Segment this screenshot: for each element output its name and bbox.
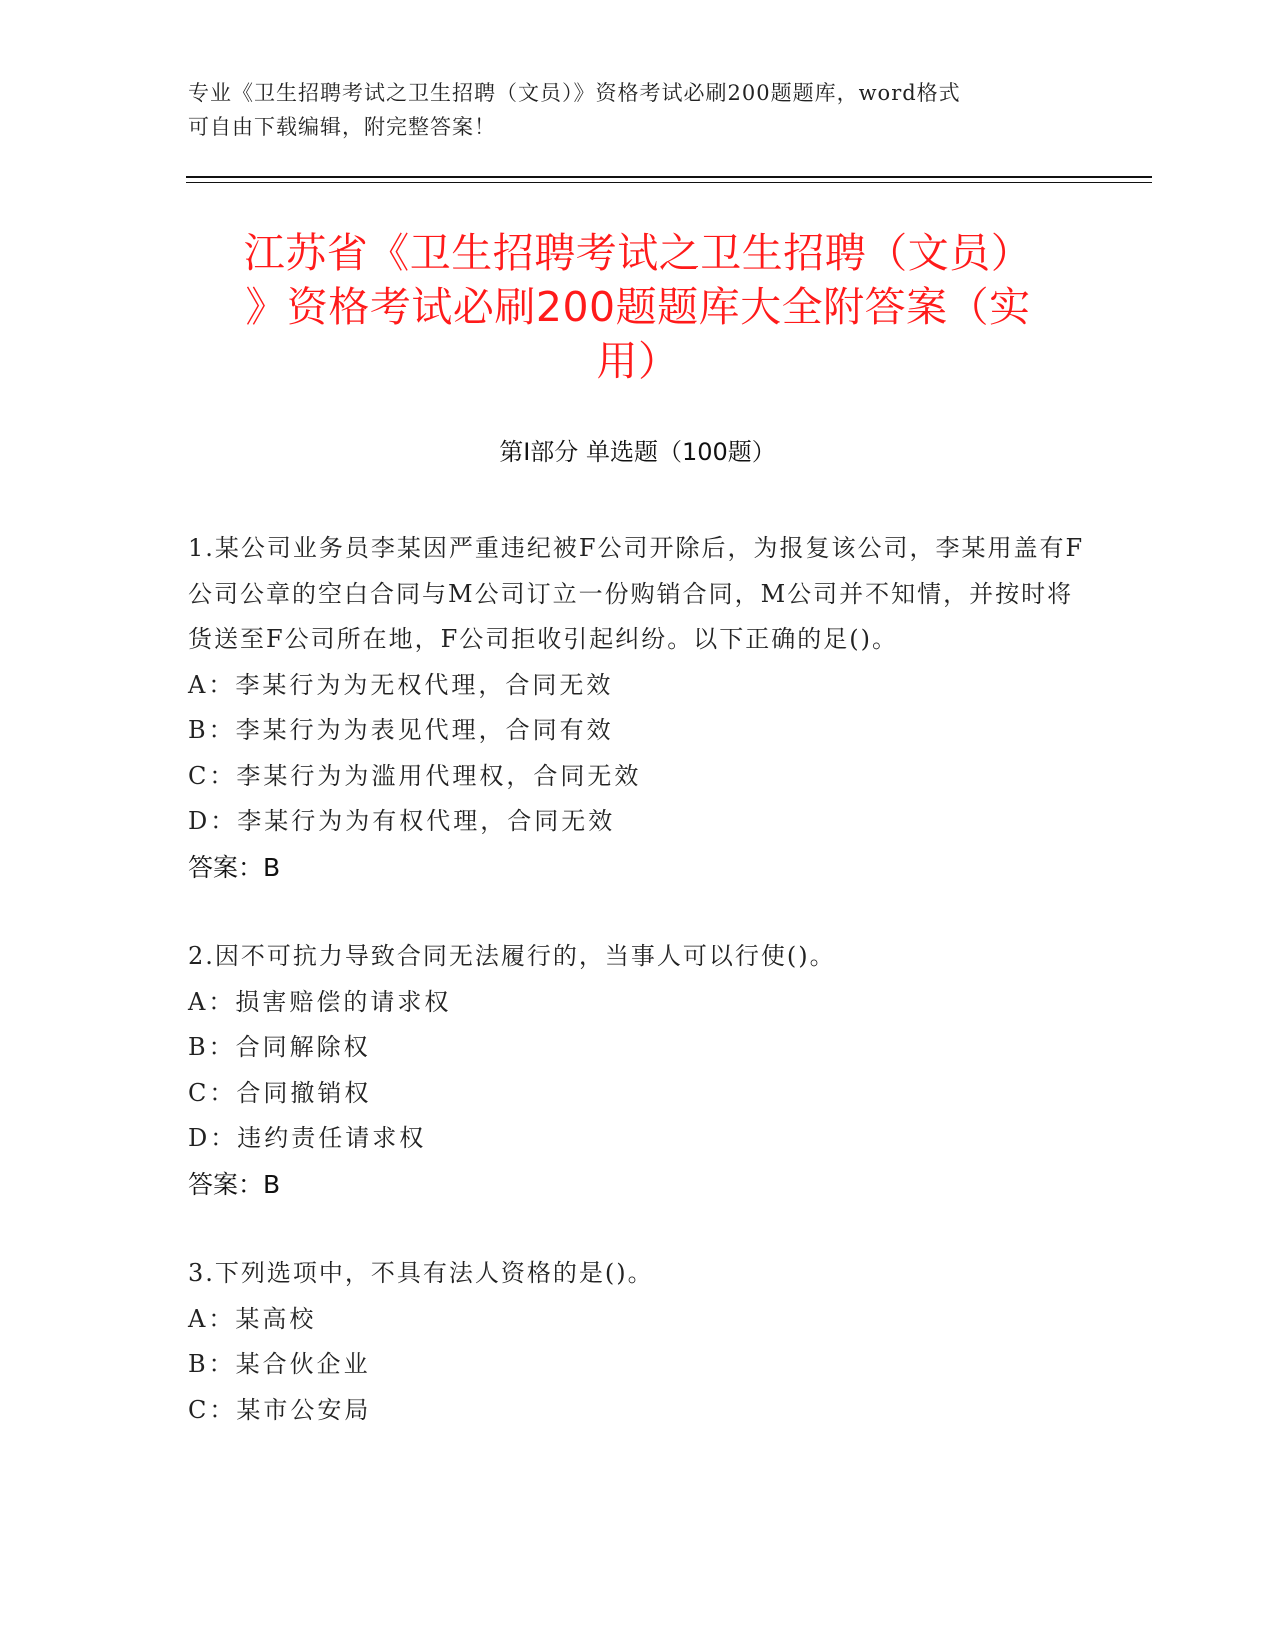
answer-line: 答案：B <box>188 1169 281 1199</box>
header-note-line: 可自由下载编辑，附完整答案！ <box>188 115 496 139</box>
header-note-line: 专业《卫生招聘考试之卫生招聘（文员）》资格考试必刷200题题库，word格式 <box>188 81 961 105</box>
option-a: A：李某行为为无权代理，合同无效 <box>188 670 614 699</box>
document-title <box>188 226 1088 388</box>
option-c: C：合同撤销权 <box>188 1078 372 1107</box>
question-item <box>188 526 1088 890</box>
question-stem: 1.某公司业务员李某因严重违纪被F公司开除后，为报复该公司，李某用盖有F公司公章的空白合同与M公司订立一份购销合同，M公司并不知情，并按时将货送至F公司所在地，F公司拒收引起纠纷。以下正确的足()。 <box>188 534 1085 653</box>
option-a: A：损害赔偿的请求权 <box>188 987 452 1016</box>
title-line: 》资格考试必刷200题题库大全附答案（实 <box>245 283 1031 331</box>
option-c: C：某市公安局 <box>188 1395 372 1424</box>
option-d: D：李某行为为有权代理，合同无效 <box>188 807 616 835</box>
option-a: A：某高校 <box>188 1304 317 1333</box>
header-rule-thick <box>186 176 1152 178</box>
header-rule-thin <box>186 182 1152 183</box>
question-item <box>188 934 1088 1207</box>
question-list <box>188 526 1088 1477</box>
option-b: B：某合伙企业 <box>188 1350 371 1378</box>
section-heading: 第Ⅰ部分 单选题（100题） <box>499 438 776 466</box>
answer-line: 答案：B <box>188 852 281 882</box>
header-note <box>188 76 1068 144</box>
question-stem: 2.因不可抗力导致合同无法履行的，当事人可以行使()。 <box>188 942 836 970</box>
title-line: 江苏省《卫生招聘考试之卫生招聘（文员） <box>243 229 1033 277</box>
question-stem: 3.下列选项中，不具有法人资格的是()。 <box>188 1259 654 1287</box>
option-d: D：违约责任请求权 <box>188 1124 427 1152</box>
question-item <box>188 1251 1088 1433</box>
option-b: B：合同解除权 <box>188 1033 371 1061</box>
option-c: C：李某行为为滥用代理权，合同无效 <box>188 761 642 790</box>
option-b: B：李某行为为表见代理，合同有效 <box>188 716 614 744</box>
title-line: 用） <box>596 337 680 385</box>
